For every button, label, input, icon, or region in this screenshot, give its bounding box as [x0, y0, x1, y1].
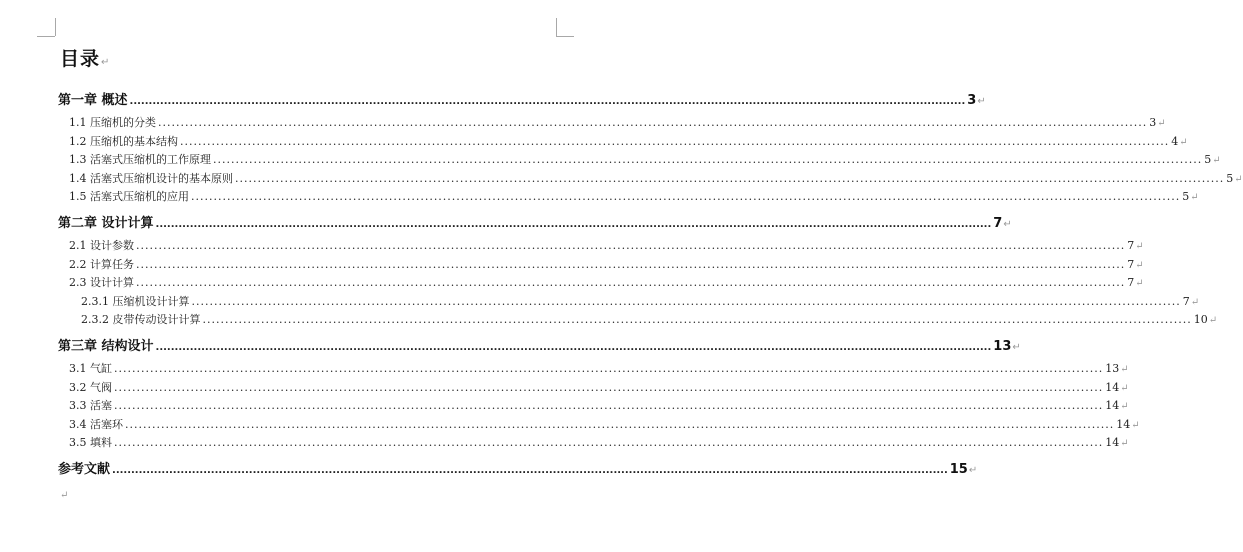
toc-dot-leader: ............................................................................................................................................................................................................................ — [235, 171, 1225, 185]
toc-entry-label: 3.4 活塞环 — [69, 417, 123, 431]
paragraph-mark-icon: ↵ — [1012, 341, 1021, 353]
toc-page-number: 7 — [1127, 238, 1135, 252]
toc-entry-label: 1.3 活塞式压缩机的工作原理 — [69, 153, 211, 167]
toc-entry[interactable] — [58, 458, 978, 479]
toc-page-number: 14 — [1105, 380, 1120, 394]
toc-dot-leader: ............................................................................................................................................................................................................................ — [213, 153, 1203, 167]
toc-entry-label: 1.4 活塞式压缩机设计的基本原则 — [69, 171, 233, 185]
toc-entry-label: 1.1 压缩机的分类 — [69, 116, 156, 129]
paragraph-mark-icon: ↵ — [1003, 218, 1012, 230]
toc-page-number: 5 — [1182, 190, 1190, 204]
paragraph-mark-icon: ↵ — [1135, 240, 1144, 252]
crop-mark-top-left-vertical — [55, 18, 56, 36]
toc-entry-label: 1.5 活塞式压缩机的应用 — [69, 190, 189, 204]
toc-entry-label: 第一章 概述 — [58, 93, 128, 108]
toc-dot-leader: ............................................................................................................................................................................................................................ — [125, 417, 1115, 431]
toc-entry[interactable] — [58, 170, 1243, 189]
toc-entry[interactable] — [58, 256, 1144, 275]
toc-entry[interactable] — [58, 397, 1129, 416]
toc-page-number: 4 — [1171, 134, 1179, 148]
toc-dot-leader: ............................................................................................................................................................................................................................ — [114, 399, 1104, 413]
toc-page-number: 7 — [1182, 294, 1190, 308]
toc-entry-label: 3.2 气阀 — [69, 380, 112, 394]
toc-entry[interactable] — [58, 311, 1218, 330]
toc-entry-label: 2.1 设计参数 — [69, 238, 134, 252]
toc-page-number: 7 — [1127, 276, 1135, 290]
paragraph-mark-icon: ↵ — [1120, 438, 1129, 450]
toc-page-number: 14 — [1116, 417, 1131, 431]
paragraph-mark-icon: ↵ — [1135, 278, 1144, 290]
paragraph-mark-icon: ↵ — [1190, 296, 1200, 308]
toc-entry[interactable] — [58, 335, 1021, 356]
toc-dot-leader: ............................................................................................................................................................................................................................ — [129, 96, 966, 107]
toc-page-number: 13 — [1105, 361, 1120, 375]
toc-entry[interactable] — [58, 89, 986, 110]
toc-page-number: 5 — [1204, 153, 1212, 167]
paragraph-mark-icon: ↵ — [60, 490, 69, 501]
crop-mark-top-left-horizontal — [37, 36, 55, 37]
toc-entry-label: 2.3.2 皮带传动设计计算 — [81, 313, 201, 327]
toc-dot-leader: ............................................................................................................................................................................................................................ — [136, 276, 1126, 290]
toc-entry[interactable] — [58, 188, 1199, 207]
paragraph-mark-icon: ↵ — [1208, 315, 1218, 327]
toc-dot-leader: ............................................................................................................................................................................................................................ — [180, 134, 1170, 148]
toc-dot-leader: ............................................................................................................................................................................................................................ — [114, 380, 1104, 394]
toc-entry-label: 3.1 气缸 — [69, 361, 112, 375]
toc-page-number: 15 — [949, 461, 968, 477]
toc-entry-label: 2.3.1 压缩机设计计算 — [81, 294, 190, 308]
toc-entry-label: 1.2 压缩机的基本结构 — [69, 134, 178, 148]
toc-entry-label: 2.3 设计计算 — [69, 276, 134, 290]
toc-entry-label: 第二章 设计计算 — [58, 215, 154, 231]
toc-page-number: 3 — [967, 93, 977, 108]
page-title — [60, 44, 110, 71]
toc-entry-label: 3.5 填料 — [69, 436, 112, 450]
crop-mark-top-right-horizontal — [556, 36, 574, 37]
toc-entry[interactable] — [58, 274, 1144, 293]
toc-entry[interactable] — [58, 416, 1140, 435]
toc-dot-leader: ............................................................................................................................................................................................................................ — [114, 361, 1104, 375]
crop-mark-top-right-vertical — [556, 18, 557, 36]
paragraph-mark-icon: ↵ — [968, 464, 978, 476]
toc-entry-label: 第三章 结构设计 — [58, 338, 154, 354]
paragraph-mark-icon: ↵ — [101, 57, 111, 68]
paragraph-mark-icon: ↵ — [1120, 363, 1129, 375]
toc-dot-leader: ............................................................................................................................................................................................................................ — [155, 341, 992, 353]
toc-dot-leader: ............................................................................................................................................................................................................................ — [158, 116, 1148, 129]
page-title-text: 目录 — [60, 48, 101, 70]
toc-page-number: 14 — [1105, 436, 1120, 450]
toc-entry[interactable] — [58, 114, 1166, 133]
toc-entry[interactable] — [58, 151, 1221, 170]
paragraph-mark-icon: ↵ — [1157, 118, 1166, 129]
toc-entry-label: 3.3 活塞 — [69, 399, 112, 413]
toc-page-number: 5 — [1226, 171, 1234, 185]
toc-dot-leader: ............................................................................................................................................................................................................................ — [136, 238, 1126, 252]
toc-page-number: 14 — [1105, 399, 1120, 413]
table-of-contents — [58, 86, 1243, 479]
toc-dot-leader: ............................................................................................................................................................................................................................ — [155, 218, 992, 230]
toc-page-number: 7 — [1127, 257, 1135, 271]
paragraph-mark-icon: ↵ — [1120, 401, 1129, 413]
toc-page-number: 13 — [993, 338, 1012, 354]
paragraph-mark-icon: ↵ — [1190, 192, 1199, 204]
toc-dot-leader: ............................................................................................................................................................................................................................ — [112, 464, 948, 476]
toc-entry[interactable] — [58, 360, 1129, 379]
toc-entry-label: 2.2 计算任务 — [69, 257, 134, 271]
toc-entry[interactable] — [58, 237, 1144, 256]
toc-dot-leader: ............................................................................................................................................................................................................................ — [191, 190, 1181, 204]
paragraph-mark-icon: ↵ — [1234, 173, 1243, 185]
paragraph-mark-icon: ↵ — [1131, 419, 1140, 431]
toc-dot-leader: ............................................................................................................................................................................................................................ — [202, 313, 1192, 327]
toc-entry[interactable] — [58, 212, 1012, 233]
paragraph-mark-icon: ↵ — [977, 96, 986, 107]
paragraph-mark-icon: ↵ — [1212, 155, 1221, 167]
paragraph-mark-icon: ↵ — [1179, 136, 1188, 148]
toc-dot-leader: ............................................................................................................................................................................................................................ — [114, 436, 1104, 450]
paragraph-mark-icon: ↵ — [1135, 259, 1144, 271]
toc-dot-leader: ............................................................................................................................................................................................................................ — [191, 294, 1181, 308]
toc-entry[interactable] — [58, 434, 1129, 453]
toc-entry[interactable] — [58, 293, 1200, 312]
toc-page-number: 7 — [993, 215, 1003, 231]
toc-entry[interactable] — [58, 133, 1188, 152]
toc-entry[interactable] — [58, 379, 1129, 398]
toc-dot-leader: ............................................................................................................................................................................................................................ — [136, 257, 1126, 271]
toc-entry-label: 参考文献 — [58, 461, 111, 477]
toc-page-number: 10 — [1193, 313, 1208, 327]
toc-page-number: 3 — [1149, 116, 1157, 129]
paragraph-mark-icon: ↵ — [1120, 382, 1129, 394]
